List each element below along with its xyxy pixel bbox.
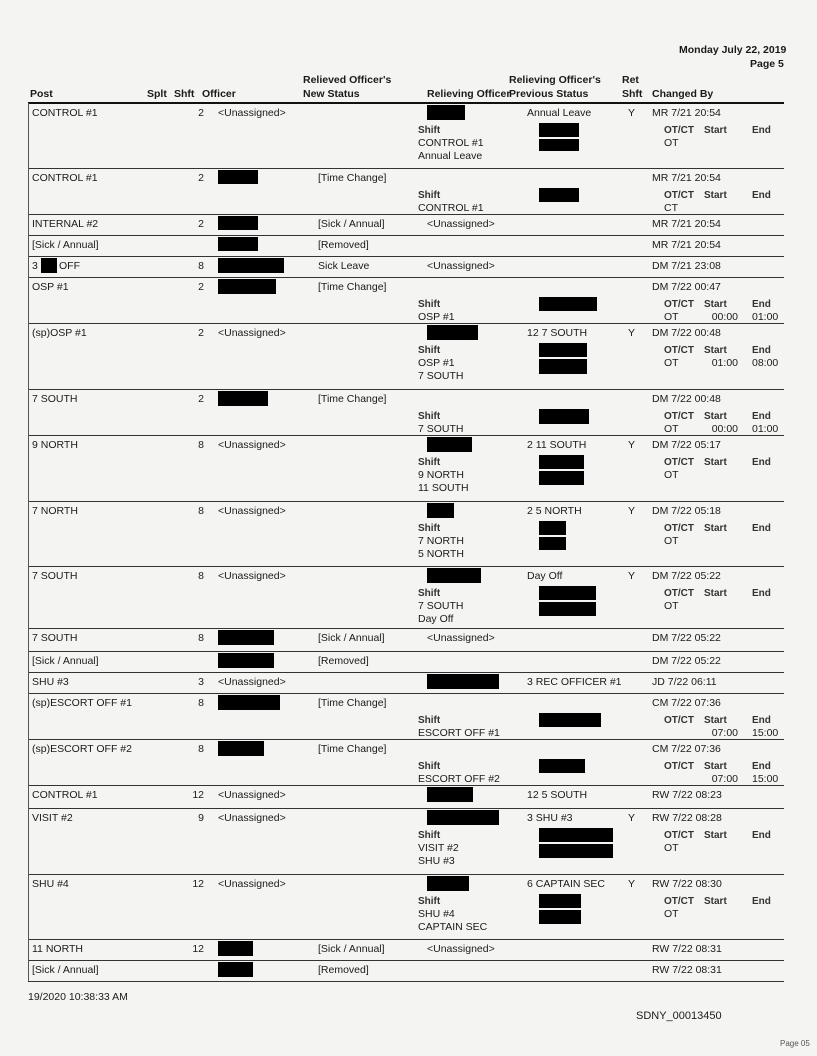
post-name: OFF: [59, 260, 80, 272]
detail-shift-label: Shift: [418, 830, 441, 841]
relieving-officer: <Unassigned>: [427, 943, 495, 955]
detail-start-time: 01:00: [711, 357, 738, 369]
detail-line: CONTROL #1: [418, 202, 484, 214]
changed-by: DM 7/22 00:48: [652, 327, 721, 339]
relieving-previous-status: Day Off: [527, 570, 563, 582]
shift-number: 8: [198, 505, 204, 517]
redaction-box: [539, 297, 597, 311]
bates-number: SDNY_00013450: [636, 1010, 722, 1022]
redaction-box: [539, 409, 589, 424]
return-shift-flag: Y: [628, 878, 636, 890]
detail-start-time: 00:00: [711, 311, 738, 323]
detail-ot-type: OT: [664, 535, 679, 547]
row-divider: [28, 785, 784, 786]
detail-ot-type: OT: [664, 469, 679, 481]
row-divider: [28, 501, 784, 502]
changed-by: DM 7/21 23:08: [652, 260, 721, 272]
officer-name: <Unassigned>: [218, 505, 286, 517]
redaction-box: [218, 216, 258, 230]
detail-line: 5 NORTH: [418, 548, 464, 560]
shift-number: 2: [198, 107, 204, 119]
detail-line: 7 NORTH: [418, 535, 464, 547]
relieving-officer: <Unassigned>: [427, 260, 495, 272]
col-ret-1: Ret: [622, 74, 639, 86]
redaction-box: [218, 653, 274, 668]
changed-by: DM 7/22 05:22: [652, 632, 721, 644]
detail-shift-label: Shift: [418, 457, 441, 468]
relieved-new-status: [Time Change]: [318, 281, 387, 293]
redaction-box: [218, 941, 253, 956]
post-name: [Sick / Annual]: [32, 964, 99, 976]
table-left-border: [28, 103, 29, 981]
detail-otct-label: OT/CT: [664, 761, 694, 772]
changed-by: JD 7/22 06:11: [652, 676, 717, 688]
officer-name: <Unassigned>: [218, 789, 286, 801]
relieved-new-status: [Removed]: [318, 964, 369, 976]
redaction-box: [539, 602, 596, 616]
redaction-box: [218, 391, 268, 406]
detail-end-time: 15:00: [752, 773, 779, 785]
relieving-officer: <Unassigned>: [427, 218, 495, 230]
row-divider: [28, 389, 784, 390]
relieved-new-status: Sick Leave: [318, 260, 370, 272]
post-name: 7 NORTH: [32, 505, 78, 517]
relieving-officer: <Unassigned>: [427, 632, 495, 644]
return-shift-flag: Y: [628, 505, 636, 517]
detail-otct-label: OT/CT: [664, 830, 694, 841]
post-name: SHU #4: [32, 878, 69, 890]
redaction-box: [427, 876, 469, 891]
redaction-box: [539, 894, 581, 908]
detail-line: 11 SOUTH: [418, 482, 469, 494]
redaction-box: [539, 471, 584, 485]
changed-by: CM 7/22 07:36: [652, 743, 721, 755]
relieved-new-status: [Removed]: [318, 239, 369, 251]
redaction-box: [539, 586, 596, 600]
detail-shift-label: Shift: [418, 299, 441, 310]
shift-number: 2: [198, 327, 204, 339]
detail-shift-label: Shift: [418, 411, 441, 422]
post-name: [Sick / Annual]: [32, 239, 99, 251]
detail-line: CONTROL #1: [418, 137, 484, 149]
post-prefix: 3: [32, 260, 38, 272]
changed-by: MR 7/21 20:54: [652, 239, 721, 251]
changed-by: DM 7/22 05:18: [652, 505, 721, 517]
detail-line: Annual Leave: [418, 150, 483, 162]
col-relieving-prev-2: Previous Status: [509, 88, 589, 100]
detail-start-label: Start: [704, 345, 727, 356]
changed-by: MR 7/21 20:54: [652, 107, 721, 119]
redaction-box: [539, 343, 587, 357]
relieving-previous-status: Annual Leave: [527, 107, 592, 119]
officer-name: <Unassigned>: [218, 676, 286, 688]
post-name: INTERNAL #2: [32, 218, 99, 230]
detail-otct-label: OT/CT: [664, 125, 694, 136]
detail-end-label: End: [752, 125, 771, 136]
row-divider: [28, 693, 784, 694]
detail-end-label: End: [752, 299, 771, 310]
redaction-box: [539, 521, 566, 535]
row-divider: [28, 256, 784, 257]
row-divider: [28, 739, 784, 740]
relieved-new-status: [Sick / Annual]: [318, 943, 385, 955]
shift-number: 8: [198, 439, 204, 451]
detail-start-time: 00:00: [711, 423, 738, 435]
row-divider: [28, 808, 784, 809]
changed-by: DM 7/22 05:22: [652, 570, 721, 582]
row-divider: [28, 960, 784, 961]
relieved-new-status: [Removed]: [318, 655, 369, 667]
redaction-box: [539, 139, 579, 151]
detail-end-time: 08:00: [752, 357, 779, 369]
redaction-box: [427, 437, 472, 452]
detail-otct-label: OT/CT: [664, 299, 694, 310]
redaction-box: [427, 503, 454, 518]
post-name: 7 SOUTH: [32, 393, 78, 405]
shift-number: 8: [198, 260, 204, 272]
redaction-box: [41, 258, 57, 273]
row-divider: [28, 628, 784, 629]
post-name: CONTROL #1: [32, 172, 98, 184]
return-shift-flag: Y: [628, 439, 636, 451]
post-name: 9 NORTH: [32, 439, 78, 451]
detail-start-time: 07:00: [711, 727, 738, 739]
page-number: Page 5: [750, 58, 784, 70]
detail-line: 7 SOUTH: [418, 370, 464, 382]
detail-end-label: End: [752, 345, 771, 356]
redaction-box: [427, 810, 499, 825]
shift-number: 2: [198, 172, 204, 184]
row-divider: [28, 235, 784, 236]
shift-number: 12: [192, 789, 204, 801]
changed-by: DM 7/22 00:47: [652, 281, 721, 293]
detail-start-label: Start: [704, 761, 727, 772]
detail-ot-type: OT: [664, 842, 679, 854]
redaction-box: [539, 188, 579, 202]
detail-otct-label: OT/CT: [664, 190, 694, 201]
detail-end-label: End: [752, 896, 771, 907]
detail-ot-type: OT: [664, 357, 679, 369]
changed-by: DM 7/22 00:48: [652, 393, 721, 405]
relieved-new-status: [Sick / Annual]: [318, 218, 385, 230]
changed-by: MR 7/21 20:54: [652, 172, 721, 184]
post-name: OSP #1: [32, 281, 69, 293]
detail-line: CAPTAIN SEC: [418, 921, 488, 933]
detail-end-label: End: [752, 523, 771, 534]
detail-end-label: End: [752, 715, 771, 726]
changed-by: RW 7/22 08:31: [652, 964, 722, 976]
return-shift-flag: Y: [628, 107, 636, 119]
officer-name: <Unassigned>: [218, 878, 286, 890]
detail-ot-type: OT: [664, 908, 679, 920]
print-timestamp: 19/2020 10:38:33 AM: [28, 991, 128, 1003]
post-name: 7 SOUTH: [32, 570, 78, 582]
redaction-box: [539, 844, 613, 858]
detail-start-label: Start: [704, 411, 727, 422]
post-name: CONTROL #1: [32, 789, 98, 801]
post-name: VISIT #2: [32, 812, 73, 824]
officer-name: <Unassigned>: [218, 327, 286, 339]
col-post: Post: [30, 88, 53, 100]
detail-shift-label: Shift: [418, 190, 441, 201]
detail-otct-label: OT/CT: [664, 457, 694, 468]
shift-number: 3: [198, 676, 204, 688]
row-divider: [28, 981, 784, 982]
detail-ot-type: OT: [664, 137, 679, 149]
detail-end-time: 01:00: [752, 423, 779, 435]
shift-number: 12: [192, 943, 204, 955]
row-divider: [28, 874, 784, 875]
detail-shift-label: Shift: [418, 125, 441, 136]
changed-by: RW 7/22 08:23: [652, 789, 722, 801]
relieved-new-status: [Time Change]: [318, 172, 387, 184]
post-name: (sp)ESCORT OFF #2: [32, 743, 132, 755]
col-relieving-officer: Relieving Officer: [427, 88, 511, 100]
detail-start-label: Start: [704, 457, 727, 468]
col-relieved-status-1: Relieved Officer's: [303, 74, 392, 86]
row-divider: [28, 323, 784, 324]
redaction-box: [539, 828, 613, 842]
shift-number: 8: [198, 697, 204, 709]
detail-line: SHU #4: [418, 908, 455, 920]
report-date: Monday July 22, 2019: [679, 44, 787, 56]
page-corner-label: Page 05: [780, 1039, 810, 1048]
detail-shift-label: Shift: [418, 715, 441, 726]
shift-number: 2: [198, 218, 204, 230]
officer-name: <Unassigned>: [218, 107, 286, 119]
row-divider: [28, 277, 784, 278]
changed-by: DM 7/22 05:22: [652, 655, 721, 667]
redaction-box: [218, 962, 253, 977]
relieved-new-status: [Time Change]: [318, 697, 387, 709]
changed-by: RW 7/22 08:28: [652, 812, 722, 824]
redaction-box: [427, 325, 478, 340]
row-divider: [28, 939, 784, 940]
shift-number: 12: [192, 878, 204, 890]
detail-end-label: End: [752, 411, 771, 422]
detail-end-time: 01:00: [752, 311, 779, 323]
relieved-new-status: [Time Change]: [318, 393, 387, 405]
detail-start-label: Start: [704, 190, 727, 201]
post-name: 11 NORTH: [32, 943, 83, 955]
redaction-box: [539, 359, 587, 374]
officer-name: <Unassigned>: [218, 439, 286, 451]
row-divider: [28, 214, 784, 215]
relieving-previous-status: 6 CAPTAIN SEC: [527, 878, 605, 890]
col-shft: Shft: [174, 88, 195, 100]
post-name: 7 SOUTH: [32, 632, 78, 644]
redaction-box: [427, 674, 499, 689]
shift-number: 9: [198, 812, 204, 824]
redaction-box: [218, 695, 280, 710]
col-relieved-status-2: New Status: [303, 88, 360, 100]
officer-name: <Unassigned>: [218, 570, 286, 582]
changed-by: DM 7/22 05:17: [652, 439, 721, 451]
changed-by: MR 7/21 20:54: [652, 218, 721, 230]
detail-start-label: Start: [704, 830, 727, 841]
col-relieving-prev-1: Relieving Officer's: [509, 74, 601, 86]
detail-line: 9 NORTH: [418, 469, 464, 481]
detail-start-label: Start: [704, 588, 727, 599]
detail-line: 7 SOUTH: [418, 423, 464, 435]
redaction-box: [539, 910, 581, 924]
post-name: CONTROL #1: [32, 107, 98, 119]
relieving-previous-status: 3 REC OFFICER #1: [527, 676, 622, 688]
row-divider: [28, 651, 784, 652]
detail-start-label: Start: [704, 523, 727, 534]
changed-by: RW 7/22 08:31: [652, 943, 722, 955]
detail-start-label: Start: [704, 715, 727, 726]
detail-end-label: End: [752, 761, 771, 772]
return-shift-flag: Y: [628, 570, 636, 582]
return-shift-flag: Y: [628, 327, 636, 339]
post-name: (sp)OSP #1: [32, 327, 87, 339]
detail-end-label: End: [752, 190, 771, 201]
detail-ot-type: CT: [664, 202, 678, 214]
detail-otct-label: OT/CT: [664, 588, 694, 599]
col-ret-2: Shft: [622, 88, 643, 100]
redaction-box: [539, 537, 566, 550]
return-shift-flag: Y: [628, 812, 636, 824]
redaction-box: [218, 237, 258, 251]
shift-number: 2: [198, 393, 204, 405]
detail-line: VISIT #2: [418, 842, 459, 854]
redaction-box: [218, 279, 276, 294]
detail-line: ESCORT OFF #1: [418, 727, 500, 739]
relieving-previous-status: 12 7 SOUTH: [527, 327, 588, 339]
detail-shift-label: Shift: [418, 345, 441, 356]
relieving-previous-status: 3 SHU #3: [527, 812, 573, 824]
redaction-box: [539, 455, 584, 469]
shift-number: 2: [198, 281, 204, 293]
officer-name: <Unassigned>: [218, 812, 286, 824]
shift-number: 8: [198, 570, 204, 582]
row-divider: [28, 566, 784, 567]
redaction-box: [427, 787, 473, 802]
redaction-box: [539, 759, 585, 773]
col-officer: Officer: [202, 88, 236, 100]
header-rule: [28, 102, 784, 104]
detail-shift-label: Shift: [418, 523, 441, 534]
redaction-box: [539, 123, 579, 137]
detail-start-label: Start: [704, 896, 727, 907]
relieved-new-status: [Sick / Annual]: [318, 632, 385, 644]
detail-shift-label: Shift: [418, 761, 441, 772]
redaction-box: [218, 741, 264, 756]
detail-line: OSP #1: [418, 311, 455, 323]
detail-otct-label: OT/CT: [664, 411, 694, 422]
detail-shift-label: Shift: [418, 588, 441, 599]
post-name: [Sick / Annual]: [32, 655, 99, 667]
row-divider: [28, 672, 784, 673]
detail-otct-label: OT/CT: [664, 896, 694, 907]
detail-shift-label: Shift: [418, 896, 441, 907]
detail-line: Day Off: [418, 613, 454, 625]
post-name: SHU #3: [32, 676, 69, 688]
detail-end-label: End: [752, 588, 771, 599]
detail-otct-label: OT/CT: [664, 345, 694, 356]
relieving-previous-status: 12 5 SOUTH: [527, 789, 588, 801]
col-splt: Splt: [147, 88, 167, 100]
detail-start-label: Start: [704, 125, 727, 136]
detail-otct-label: OT/CT: [664, 523, 694, 534]
row-divider: [28, 168, 784, 169]
shift-number: 8: [198, 743, 204, 755]
redaction-box: [218, 170, 258, 184]
detail-ot-type: OT: [664, 600, 679, 612]
redaction-box: [539, 713, 601, 727]
shift-number: 8: [198, 632, 204, 644]
detail-line: OSP #1: [418, 357, 455, 369]
detail-ot-type: OT: [664, 423, 679, 435]
detail-line: 7 SOUTH: [418, 600, 464, 612]
detail-start-label: Start: [704, 299, 727, 310]
post-name: (sp)ESCORT OFF #1: [32, 697, 132, 709]
relieving-previous-status: 2 11 SOUTH: [527, 439, 587, 451]
relieving-previous-status: 2 5 NORTH: [527, 505, 582, 517]
detail-end-label: End: [752, 457, 771, 468]
changed-by: CM 7/22 07:36: [652, 697, 721, 709]
changed-by: RW 7/22 08:30: [652, 878, 722, 890]
redaction-box: [218, 630, 274, 645]
redaction-box: [427, 568, 481, 583]
detail-start-time: 07:00: [711, 773, 738, 785]
redaction-box: [427, 105, 465, 120]
row-divider: [28, 435, 784, 436]
col-changed-by: Changed By: [652, 88, 714, 100]
relieved-new-status: [Time Change]: [318, 743, 387, 755]
detail-line: SHU #3: [418, 855, 455, 867]
detail-line: ESCORT OFF #2: [418, 773, 500, 785]
detail-otct-label: OT/CT: [664, 715, 694, 726]
detail-ot-type: OT: [664, 311, 679, 323]
detail-end-label: End: [752, 830, 771, 841]
detail-end-time: 15:00: [752, 727, 779, 739]
redaction-box: [218, 258, 284, 273]
